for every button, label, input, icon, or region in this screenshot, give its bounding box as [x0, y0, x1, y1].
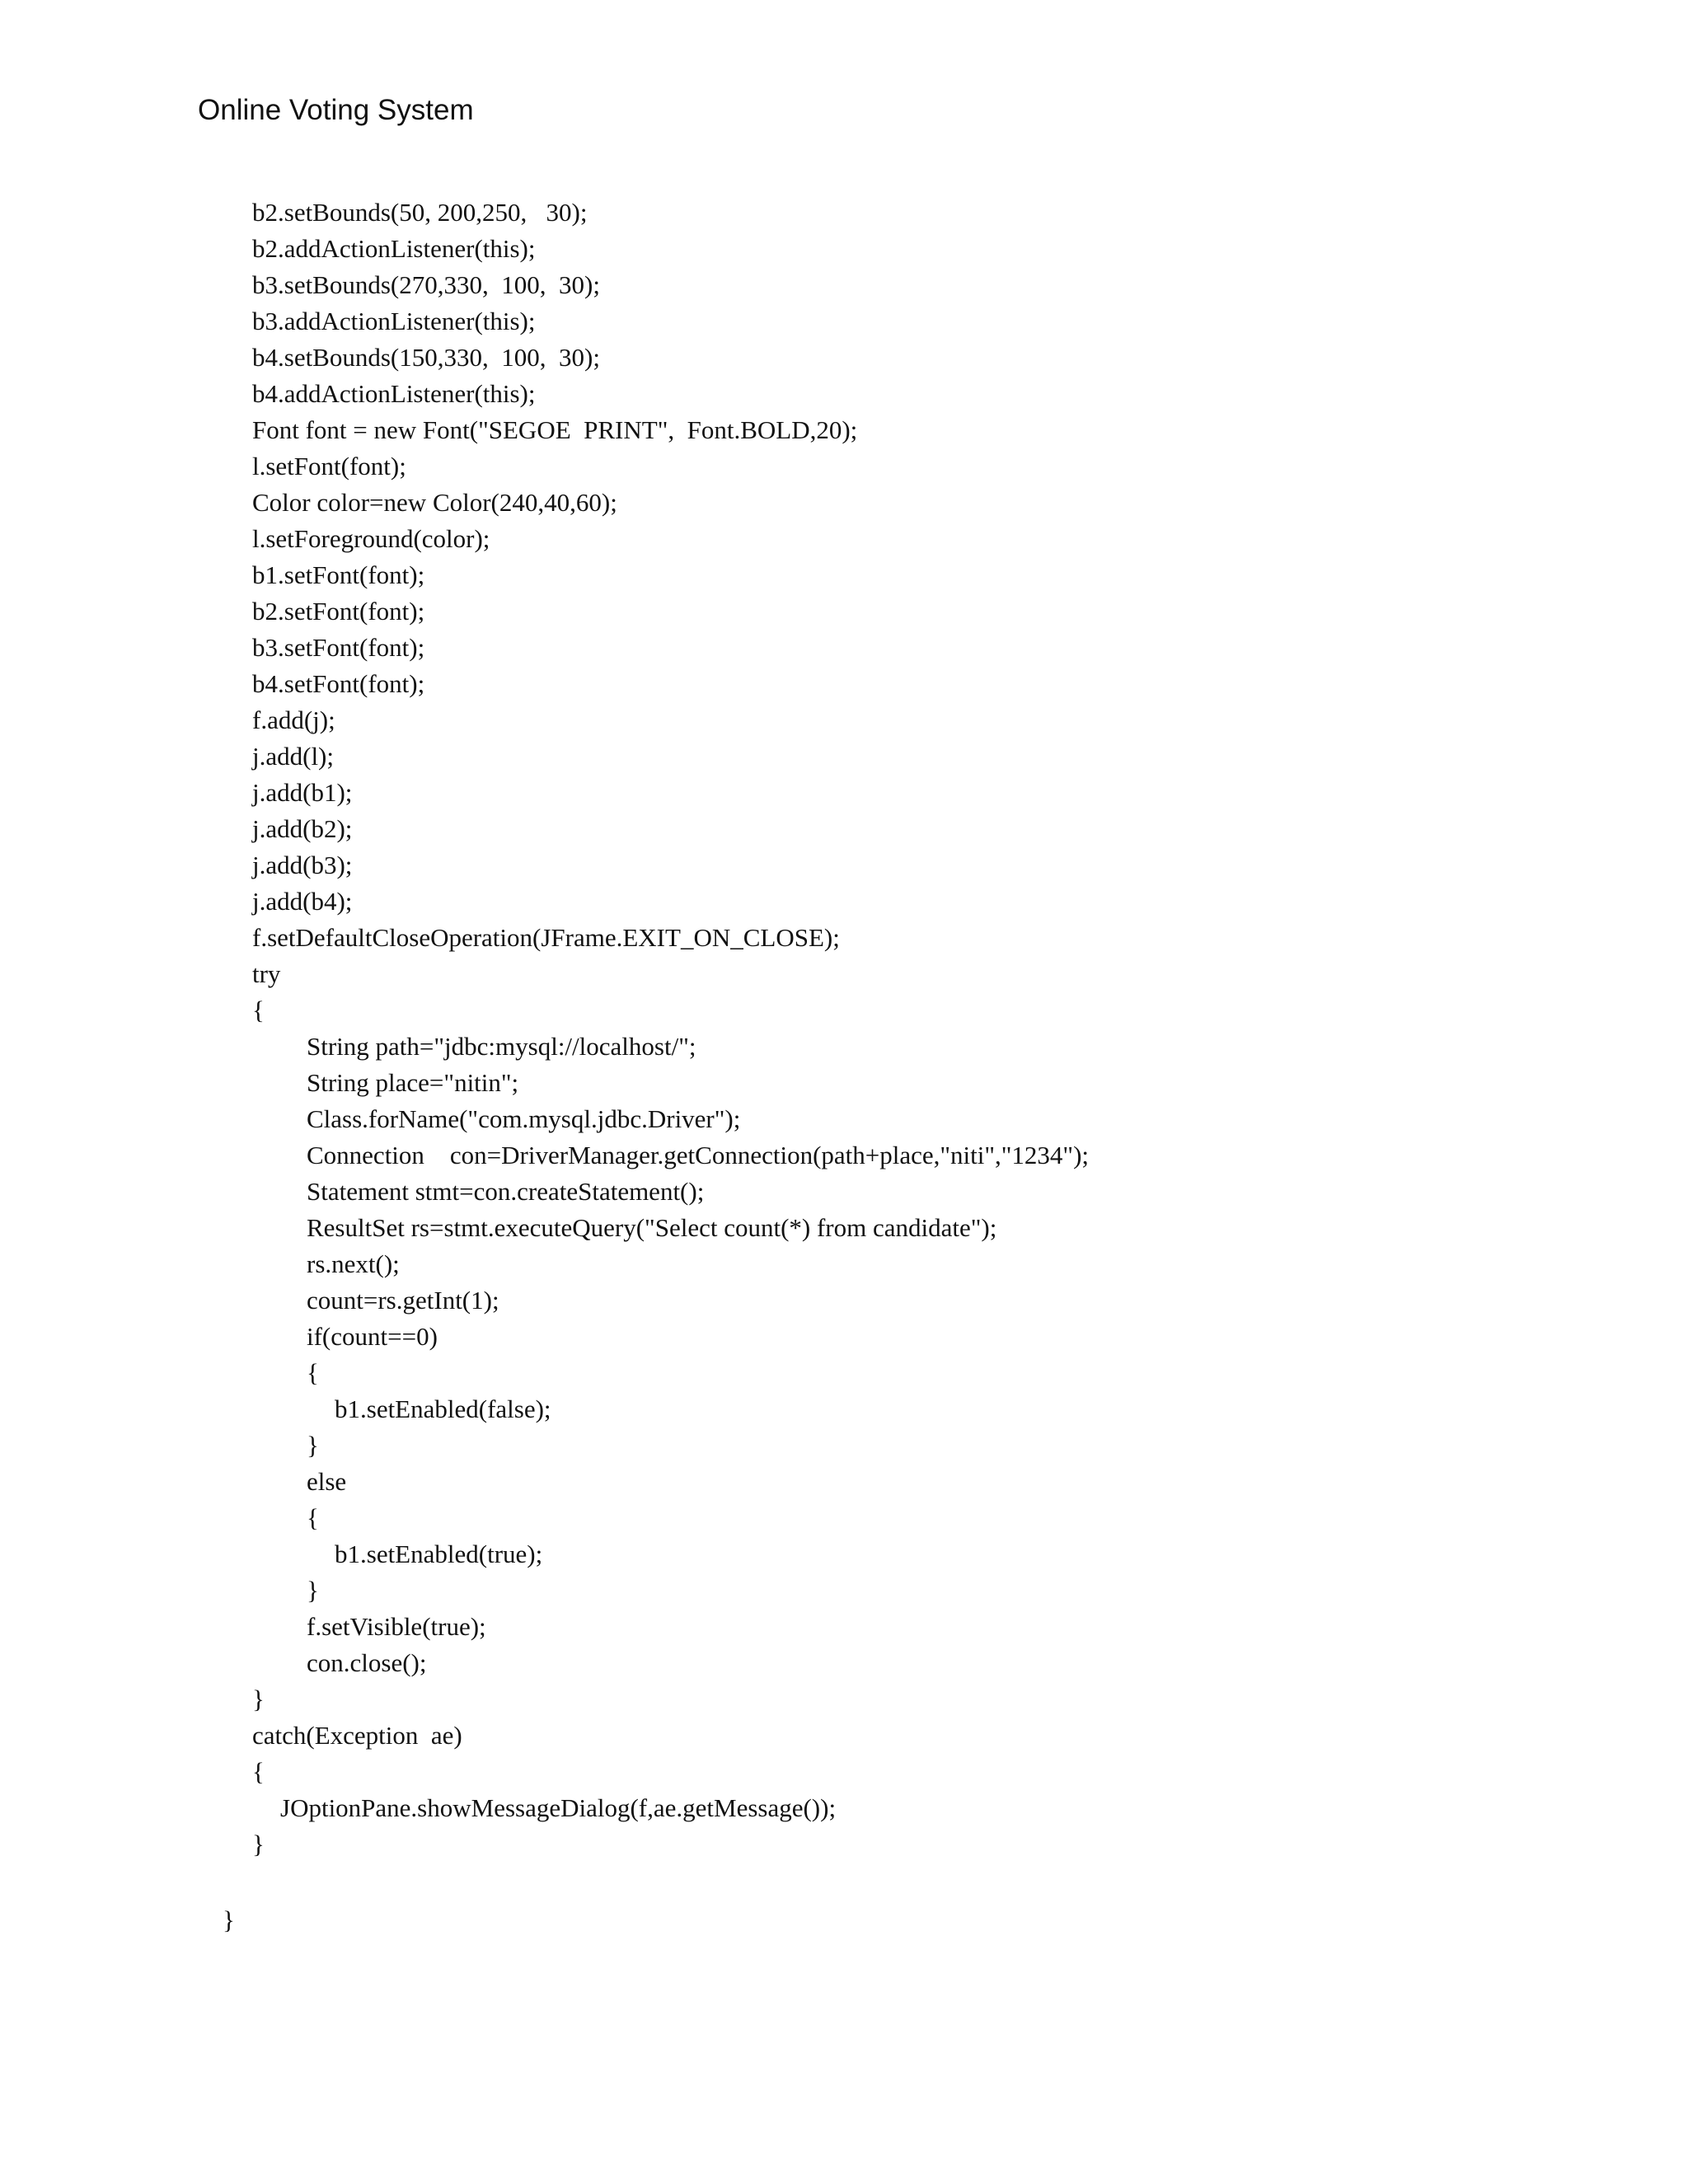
- code-line: if(count==0): [307, 1322, 438, 1351]
- code-line: b1.setEnabled(true);: [335, 1540, 543, 1568]
- code-line: f.setDefaultCloseOperation(JFrame.EXIT_ON_CLOSE);: [252, 923, 840, 952]
- code-line: b2.addActionListener(this);: [252, 234, 536, 263]
- code-line: b2.setFont(font);: [252, 597, 425, 626]
- code-line: l.setFont(font);: [252, 452, 406, 480]
- code-line: b4.setFont(font);: [252, 669, 425, 698]
- code-line: j.add(l);: [252, 742, 334, 771]
- code-line: Color color=new Color(240,40,60);: [252, 488, 617, 517]
- code-line: {: [307, 1358, 319, 1387]
- code-line: String place="nitin";: [307, 1068, 519, 1097]
- code-line: }: [307, 1431, 319, 1460]
- code-line: rs.next();: [307, 1249, 400, 1278]
- code-line: con.close();: [307, 1648, 427, 1677]
- code-line: try: [252, 959, 281, 988]
- code-line: b4.addActionListener(this);: [252, 379, 536, 408]
- code-line: Class.forName("com.mysql.jdbc.Driver");: [307, 1104, 741, 1133]
- code-line: f.setVisible(true);: [307, 1612, 486, 1641]
- code-line: String path="jdbc:mysql://localhost/";: [307, 1032, 696, 1061]
- code-listing: [0, 194, 1089, 1938]
- code-line: j.add(b2);: [252, 814, 353, 843]
- code-line: b3.setBounds(270,330, 100, 30);: [252, 270, 600, 299]
- code-line: Connection con=DriverManager.getConnection(path+place,"niti","1234");: [307, 1141, 1090, 1169]
- code-line: j.add(b4);: [252, 887, 353, 916]
- code-line: Statement stmt=con.createStatement();: [307, 1177, 705, 1206]
- code-line: {: [252, 1757, 265, 1786]
- code-line: j.add(b3);: [252, 851, 353, 879]
- code-line: count=rs.getInt(1);: [307, 1286, 499, 1315]
- page-header-title: Online Voting System: [198, 94, 474, 126]
- code-line: j.add(b1);: [252, 778, 353, 807]
- code-line: else: [307, 1467, 347, 1496]
- code-line: b3.addActionListener(this);: [252, 307, 536, 335]
- code-line: {: [307, 1503, 319, 1532]
- code-line: }: [307, 1576, 319, 1605]
- code-line: b2.setBounds(50, 200,250, 30);: [252, 198, 588, 227]
- code-line: ResultSet rs=stmt.executeQuery("Select count(*) from candidate");: [307, 1213, 997, 1242]
- code-line: }: [223, 1905, 235, 1934]
- code-line: b4.setBounds(150,330, 100, 30);: [252, 343, 600, 372]
- code-line: JOptionPane.showMessageDialog(f,ae.getMessage());: [280, 1793, 837, 1822]
- code-line: [0, 1863, 1089, 1902]
- code-line: b1.setEnabled(false);: [335, 1394, 551, 1423]
- code-line: b1.setFont(font);: [252, 560, 425, 589]
- code-line: Font font = new Font("SEGOE PRINT", Font.BOLD,20);: [252, 415, 858, 444]
- code-line: catch(Exception ae): [252, 1721, 462, 1750]
- code-line: {: [252, 996, 265, 1024]
- code-line: }: [252, 1685, 265, 1713]
- code-line: f.add(j);: [252, 705, 335, 734]
- code-line: b3.setFont(font);: [252, 633, 425, 662]
- code-line: }: [252, 1830, 265, 1858]
- code-line: l.setForeground(color);: [252, 524, 490, 553]
